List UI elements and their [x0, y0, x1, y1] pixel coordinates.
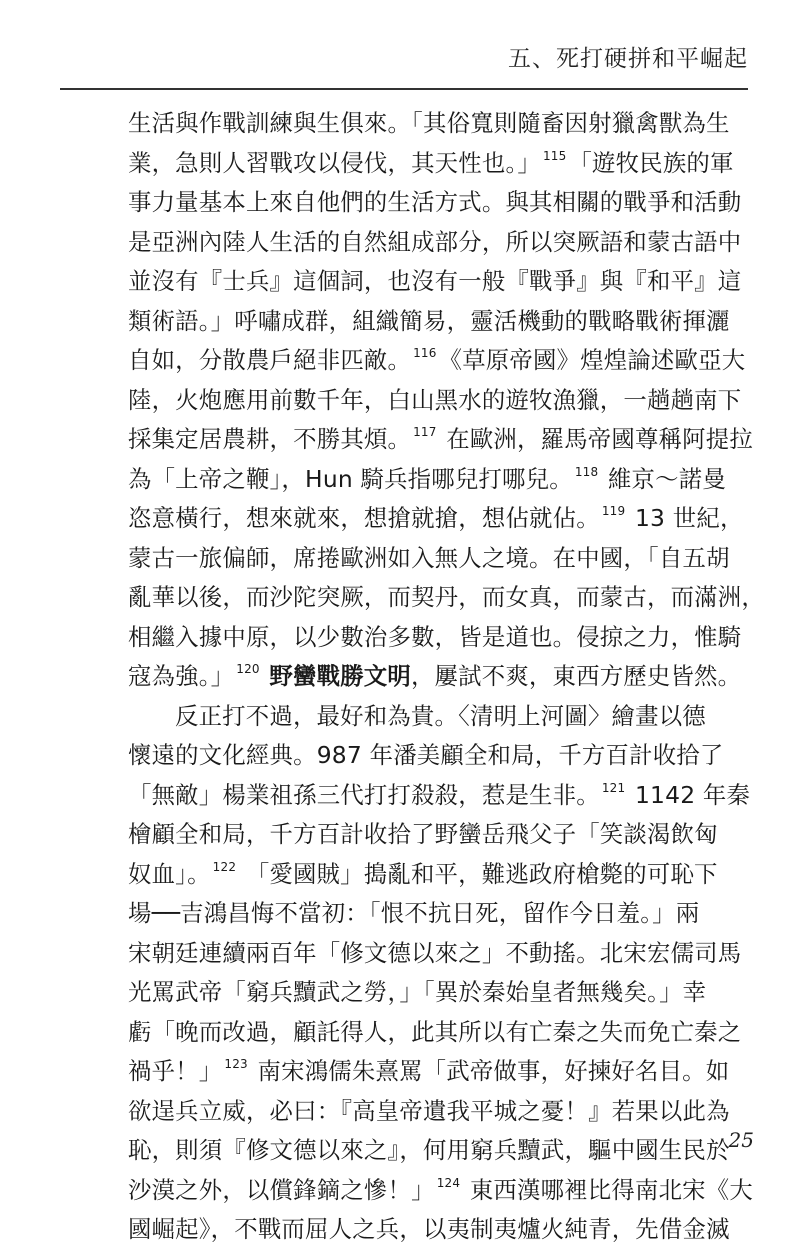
- text-run: 光罵武帝「窮兵黷武之勞，」「異於秦始皇者無幾矣。」幸: [128, 978, 707, 1006]
- text-run: 虧「晚而改過，顧託得人，此其所以有亡秦之失而免亡秦之: [128, 1017, 742, 1046]
- footnote-ref: 121: [601, 780, 626, 795]
- text-run: 業，急則人習戰攻以侵伐，其天性也。」: [128, 148, 541, 177]
- text-run: 並沒有『士兵』這個詞，也沒有一般『戰爭』與『和平』這: [128, 267, 742, 295]
- text-line: [128, 1013, 742, 1053]
- text-run: 「愛國賊」搗亂和平，難逃政府槍斃的可恥下: [238, 859, 718, 888]
- text-run: 《草原帝國》煌煌論述歐亞大: [438, 346, 746, 374]
- text-line: [128, 855, 718, 895]
- text-line: [128, 499, 744, 539]
- text-line: [128, 381, 742, 421]
- footnote-ref: 119: [601, 504, 626, 518]
- footnote-ref: 118: [574, 464, 599, 479]
- text-line: [128, 973, 707, 1013]
- text-run: 南宋鴻儒朱熹罵「武帝做事，好揀好名目。如: [249, 1057, 730, 1085]
- text-run: 奴血」。: [128, 859, 211, 888]
- text-line: [128, 894, 700, 934]
- text-run: 東西漢哪裡比得南北宋《大: [462, 1175, 753, 1204]
- text-line: [128, 420, 753, 460]
- text-line: [128, 302, 730, 342]
- text-line: [128, 1052, 730, 1092]
- text-run: 1142 年秦: [627, 780, 751, 809]
- text-line: [128, 1171, 753, 1211]
- footnote-ref: 117: [413, 425, 437, 439]
- text-run: 是亞洲內陸人生活的自然組成部分，所以突厥語和蒙古語中: [128, 227, 742, 256]
- text-run: 13 世紀，: [627, 504, 744, 532]
- text-run: ，屢試不爽，東西方歷史皆然。: [410, 662, 742, 690]
- text-run: 自如，分散農戶絕非匹敵。: [128, 346, 412, 374]
- text-run: 「無敵」楊業祖孫三代打打殺殺，惹是生非。: [128, 780, 600, 809]
- text-run: 恥，則須『修文德以來之』，何用窮兵黷武，驅中國生民於: [128, 1136, 730, 1164]
- text-line: [128, 934, 742, 974]
- text-line: [128, 144, 734, 184]
- footnote-ref: 115: [542, 148, 567, 163]
- text-run: 亂華以後，而沙陀突厥，而契丹，而女真，而蒙古，而滿洲，: [128, 583, 765, 611]
- text-run: 沙漠之外，以償鋒鏑之慘！」: [128, 1175, 435, 1204]
- text-run: 生活與作戰訓練與生俱來。「其俗寬則隨畜因射獵禽獸為生: [128, 109, 730, 137]
- text-run: 為「上帝之鞭」，Hun 騎兵指哪兒打哪兒。: [128, 464, 573, 493]
- page-number: 25: [728, 1128, 754, 1152]
- text-line: [128, 1210, 730, 1250]
- text-line: [128, 657, 742, 697]
- running-header: 五、死打硬拼和平崛起: [508, 46, 748, 72]
- footnote-ref: 120: [236, 662, 260, 676]
- text-line: [128, 1131, 730, 1171]
- text-line: [128, 776, 751, 816]
- emphasis-text: 野蠻戰勝文明: [269, 662, 411, 690]
- text-run: 檜顧全和局，千方百計收拾了野蠻岳飛父子「笑談渴飲匈: [128, 820, 718, 848]
- text-run: 國崛起》，不戰而屈人之兵，以夷制夷爐火純青，先借金滅: [128, 1215, 730, 1243]
- text-run: 恣意橫行，想來就來，想搶就搶，想佔就佔。: [128, 504, 600, 532]
- text-line: [128, 262, 742, 302]
- text-run: 懷遠的文化經典。987 年潘美顧全和局，千方百計收拾了: [128, 741, 724, 769]
- text-run: 採集定居農耕，不勝其煩。: [128, 425, 412, 453]
- text-run: 欲逞兵立威，必曰：『高皇帝遺我平城之憂！』若果以此為: [128, 1096, 730, 1125]
- text-run: 維京～諾曼: [600, 464, 726, 493]
- footnote-ref: 124: [436, 1175, 461, 1190]
- text-line: [128, 697, 706, 737]
- text-run: 相繼入據中原，以少數治多數，皆是道也。侵掠之力，惟騎: [128, 622, 742, 651]
- footnote-ref: 116: [413, 346, 437, 360]
- text-run: 禍乎！」: [128, 1057, 223, 1085]
- text-run: 寇為強。」: [128, 662, 235, 690]
- text-line: [128, 223, 742, 263]
- text-run: 場──吉鴻昌悔不當初：「恨不抗日死，留作今日羞。」兩: [128, 899, 700, 927]
- text-line: [128, 341, 746, 381]
- text-run: 宋朝廷連續兩百年「修文德以來之」不動搖。北宋宏儒司馬: [128, 938, 742, 967]
- text-run: 事力量基本上來自他們的生活方式。與其相關的戰爭和活動: [128, 188, 742, 216]
- text-line: [128, 104, 730, 144]
- text-run: 類術語。」呼嘯成群，組織簡易，靈活機動的戰略戰術揮灑: [128, 306, 730, 335]
- text-run: 蒙古一旅偏師，席捲歐洲如入無人之境。在中國，「自五胡: [128, 543, 730, 572]
- text-line: [128, 1092, 730, 1132]
- text-line: [128, 460, 726, 500]
- text-run: 在歐洲，羅馬帝國尊稱阿提拉: [438, 425, 753, 453]
- footnote-ref: 123: [224, 1057, 248, 1071]
- text-run: 反正打不過，最好和為貴。〈清明上河圖〉繪畫以德: [175, 701, 706, 730]
- text-line: [128, 183, 742, 223]
- text-run: 陸，火炮應用前數千年，白山黑水的遊牧漁獵，一趟趟南下: [128, 385, 742, 414]
- text-line: [128, 578, 765, 618]
- text-run: 「遊牧民族的軍: [568, 148, 734, 177]
- text-line: [128, 736, 724, 776]
- header-rule: [60, 88, 748, 90]
- text-line: [128, 539, 730, 579]
- text-line: [128, 815, 718, 855]
- footnote-ref: 122: [212, 859, 237, 874]
- text-line: [128, 618, 742, 658]
